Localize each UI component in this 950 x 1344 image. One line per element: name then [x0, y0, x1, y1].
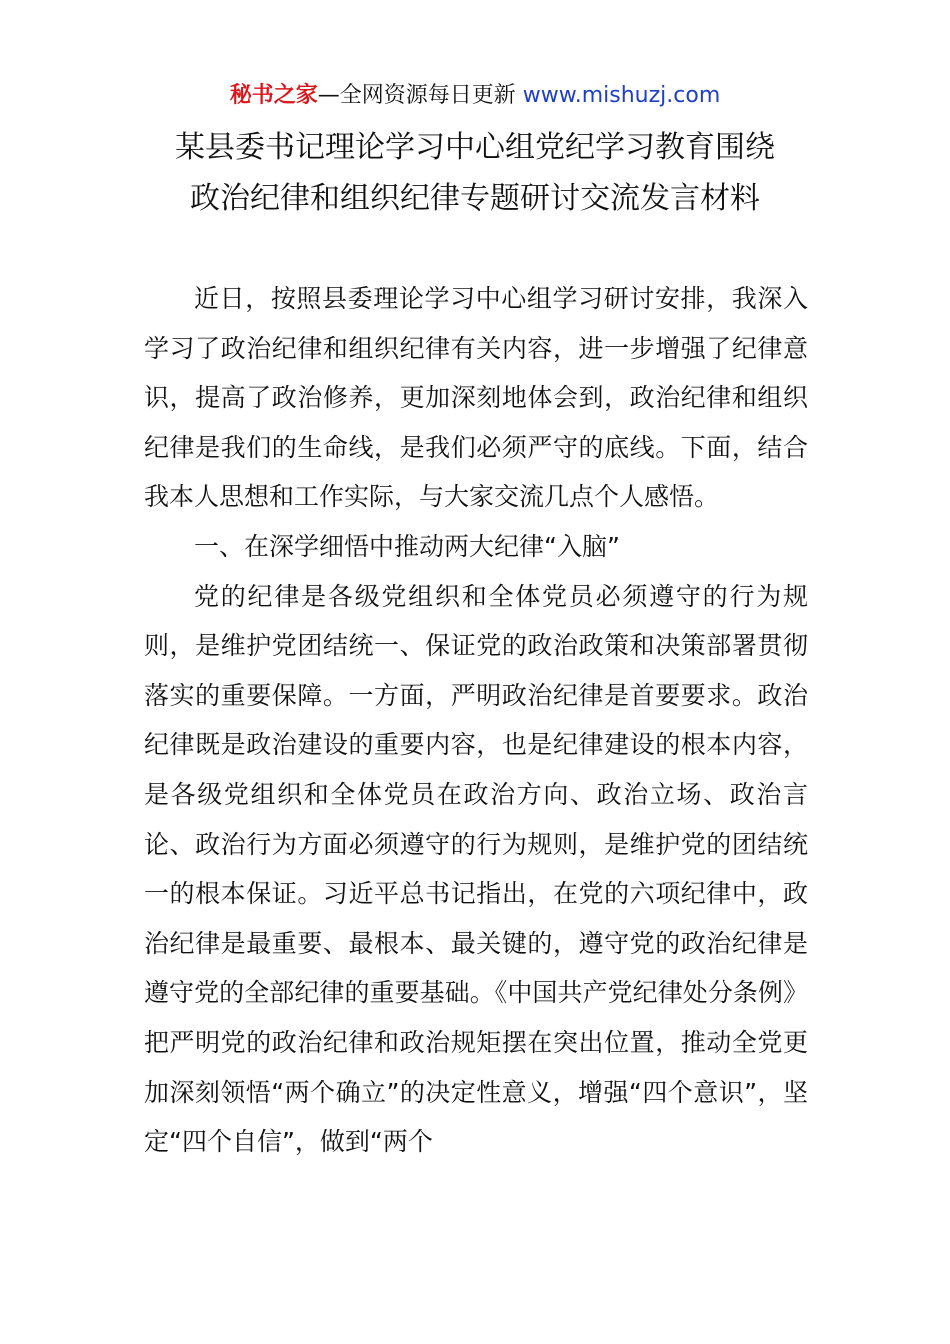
intro-paragraph: 近日，按照县委理论学习中心组学习研讨安排，我深入学习了政治纪律和组织纪律有关内容，进一步增强了纪律意识，提高了政治修养，更加深刻地体会到，政治纪律和组织纪律是我们的生命线，是我们必须严守的底线。下面，结合我本人思想和工作实际，与大家交流几点个人感悟。: [144, 284, 808, 512]
document-title-line-1: 某县委书记理论学习中心组党纪学习教育围绕: [175, 130, 775, 165]
document-body: [144, 274, 808, 1167]
site-url[interactable]: www.mishuzj.com: [522, 83, 721, 108]
document-title-line-2: 政治纪律和组织纪律专题研讨交流发言材料: [190, 181, 760, 216]
site-header: [0, 80, 950, 112]
section-heading-1: 一、在深学细悟中推动两大纪律“入脑”: [194, 531, 620, 561]
body-paragraph: 党的纪律是各级党组织和全体党员必须遵守的行为规则，是维护党团结统一、保证党的政治政策和决策部署贯彻落实的重要保障。一方面，严明政治纪律是首要要求。政治纪律既是政治建设的重要内容，也是纪律建设的根本内容，是各级党组织和全体党员在政治方向、政治立场、政治言论、政治行为方面必须遵守的行为规则，是维护党的团结统一的根本保证。习近平总书记指出，在党的六项纪律中，政治纪律是最重要、最根本、最关键的，遵守党的政治纪律是遵守党的全部纪律的重要基础。《中国共产党纪律处分条例》把严明党的政治纪律和政治规矩摆在突出位置，推动全党更加深刻领悟“两个确立”的决定性意义，增强“四个意识”，坚定“四个自信”，做到“两个: [144, 581, 808, 1157]
site-slogan: —全网资源每日更新: [317, 83, 516, 108]
site-brand: 秘书之家: [229, 83, 318, 108]
